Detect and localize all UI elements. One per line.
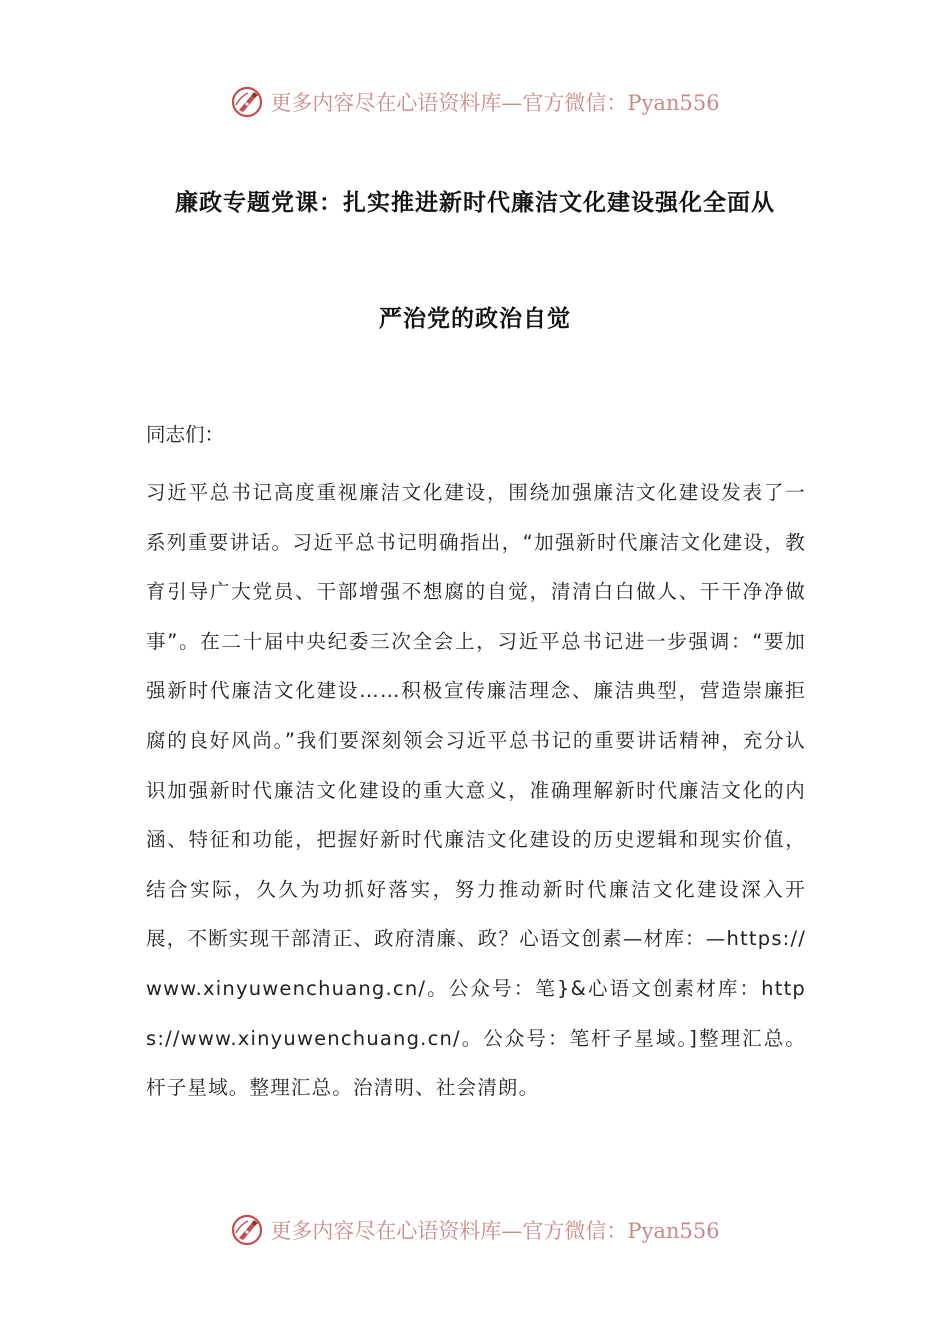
watermark-text: 更多内容尽在心语资料库—官方微信：Pyan556 xyxy=(270,1219,720,1243)
pen-nib-logo-icon xyxy=(230,85,264,119)
greeting: 同志们： xyxy=(146,423,225,446)
header-watermark xyxy=(0,82,950,122)
document-title-line-2: 严治党的政治自觉 xyxy=(379,306,571,332)
pen-nib-logo-icon xyxy=(230,1213,264,1247)
body-paragraph: 习近平总书记高度重视廉洁文化建设，围绕加强廉洁文化建设发表了一系列重要讲话。习近平总书记明确指出，“加强新时代廉洁文化建设，教育引导广大党员、干部增强不想腐的自觉，清清白白做人、干干净净做事”。在二十届中央纪委三次全会上，习近平总书记进一步强调：“要加强新时代廉洁文化建设……积极宣传廉洁理念、廉洁典型，营造崇廉拒腐的良好风尚。”我们要深刻领会习近平总书记的重要讲话精神，充分认识加强新时代廉洁文化建设的重大意义，准确理解新时代廉洁文化的内涵、特征和功能，把握好新时代廉洁文化建设的历史逻辑和现实价值，结合实际，久久为功抓好落实，努力推动新时代廉洁文化建设深入开展，不断实现干部清正、政府清廉、政？心语文创素—材库：—https://www.xinyuwenchuang.cn/。公众号：笔}&心语文创素材库：https://www.xinyuwenchuang.cn/。公众号：笔杆子星域。]整理汇总。杆子星域。整理汇总。治清明、社会清朗。 xyxy=(146,481,806,1100)
watermark-text: 更多内容尽在心语资料库—官方微信：Pyan556 xyxy=(270,91,720,115)
document-title-line-1: 廉政专题党课：扎实推进新时代廉洁文化建设强化全面从 xyxy=(175,190,775,216)
footer-watermark xyxy=(0,1210,950,1250)
